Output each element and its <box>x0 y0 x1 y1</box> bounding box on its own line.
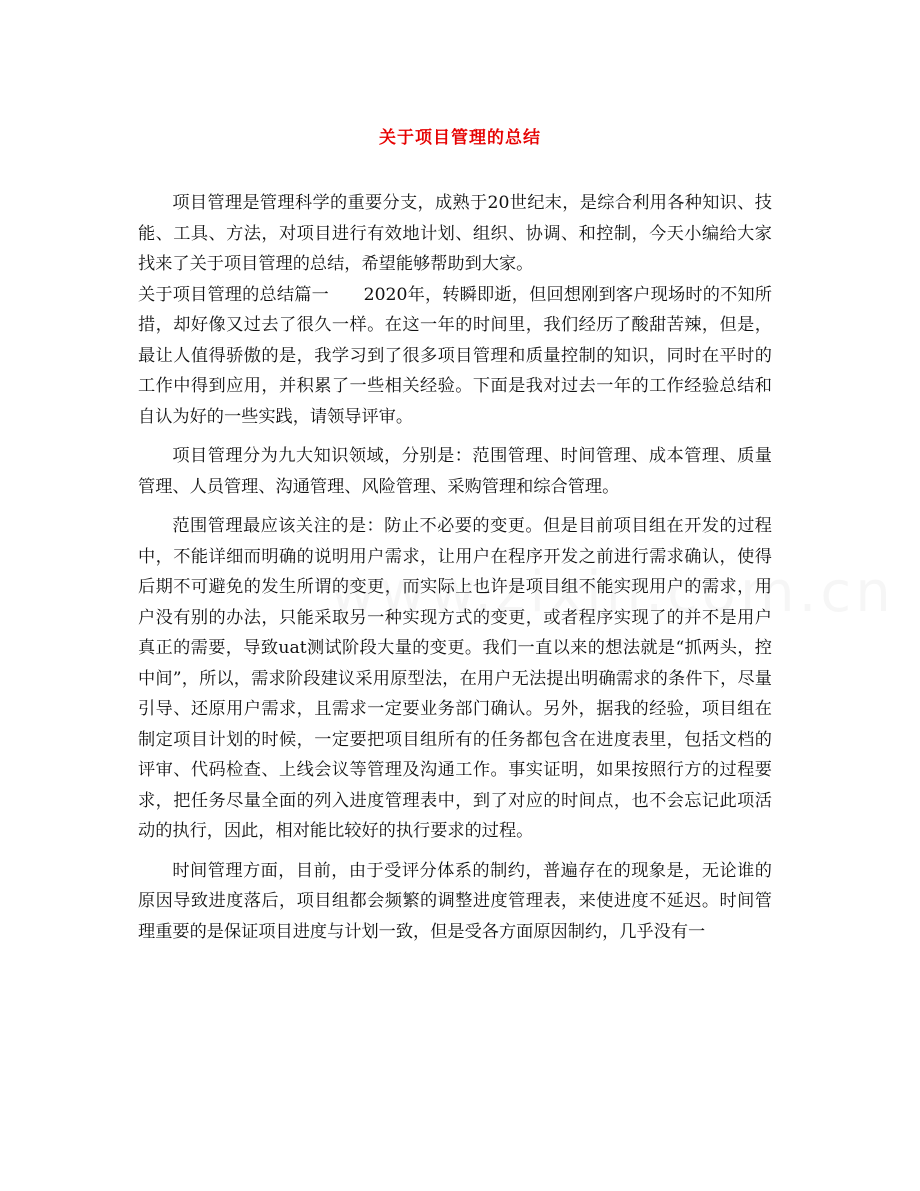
document-title: 关于项目管理的总结 <box>379 128 541 148</box>
paragraph-time-management: 时间管理方面，目前，由于受评分体系的制约，普遍存在的现象是，无论谁的原因导致进度落后，项目组都会频繁的调整进度管理表，来使进度不延迟。时间管理重要的是保证项目进度与计划一致，但是受各方面原因制约，几乎没有一 <box>138 860 772 942</box>
paragraph-knowledge-areas: 项目管理分为九大知识领域，分别是：范围管理、时间管理、成本管理、质量管理、人员管理、沟通管理、风险管理、采购管理和综合管理。 <box>138 446 772 497</box>
paragraph-intro: 项目管理是管理科学的重要分支，成熟于20世纪末，是综合利用各种知识、技能、工具、方法，对项目进行有效地计划、组织、协调、和控制，今天小编给大家找来了关于项目管理的总结，希望能够帮助到大家。 <box>138 193 772 274</box>
document-body <box>138 188 772 947</box>
paragraph-section-one: 关于项目管理的总结篇一 2020年，转瞬即逝，但回想刚到客户现场时的不知所措，却好像又过去了很久一样。在这一年的时间里，我们经历了酸甜苦辣，但是，最让人值得骄傲的是，我学习到了很多项目管理和质量控制的知识，同时在平时的工作中得到应用，并积累了一些相关经验。下面是我对过去一年的工作经验总结和自认为好的一些实践，请领导评审。 <box>138 284 772 427</box>
paragraph-scope-management: 范围管理最应该关注的是：防止不必要的变更。但是目前项目组在开发的过程中，不能详细而明确的说明用户需求，让用户在程序开发之前进行需求确认，使得后期不可避免的发生所谓的变更，而实际上也许是项目组不能实现用户的需求，用户没有别的办法，只能采取另一种实现方式的变更，或者程序实现了的并不是用户真正的需要，导致uat测试阶段大量的变更。我们一直以来的想法就是“抓两头，控中间”，所以，需求阶段建议采用原型法，在用户无法提出明确需求的条件下，尽量引导、还原用户需求，且需求一定要业务部门确认。另外，据我的经验，项目组在制定项目计划的时候，一定要把项目组所有的任务都包含在进度表里，包括文档的评审、代码检查、上线会议等管理及沟通工作。事实证明，如果按照行方的过程要求，把任务尽量全面的列入进度管理表中，到了对应的时间点，也不会忘记此项活动的执行，因此，相对能比较好的执行要求的过程。 <box>138 516 772 841</box>
